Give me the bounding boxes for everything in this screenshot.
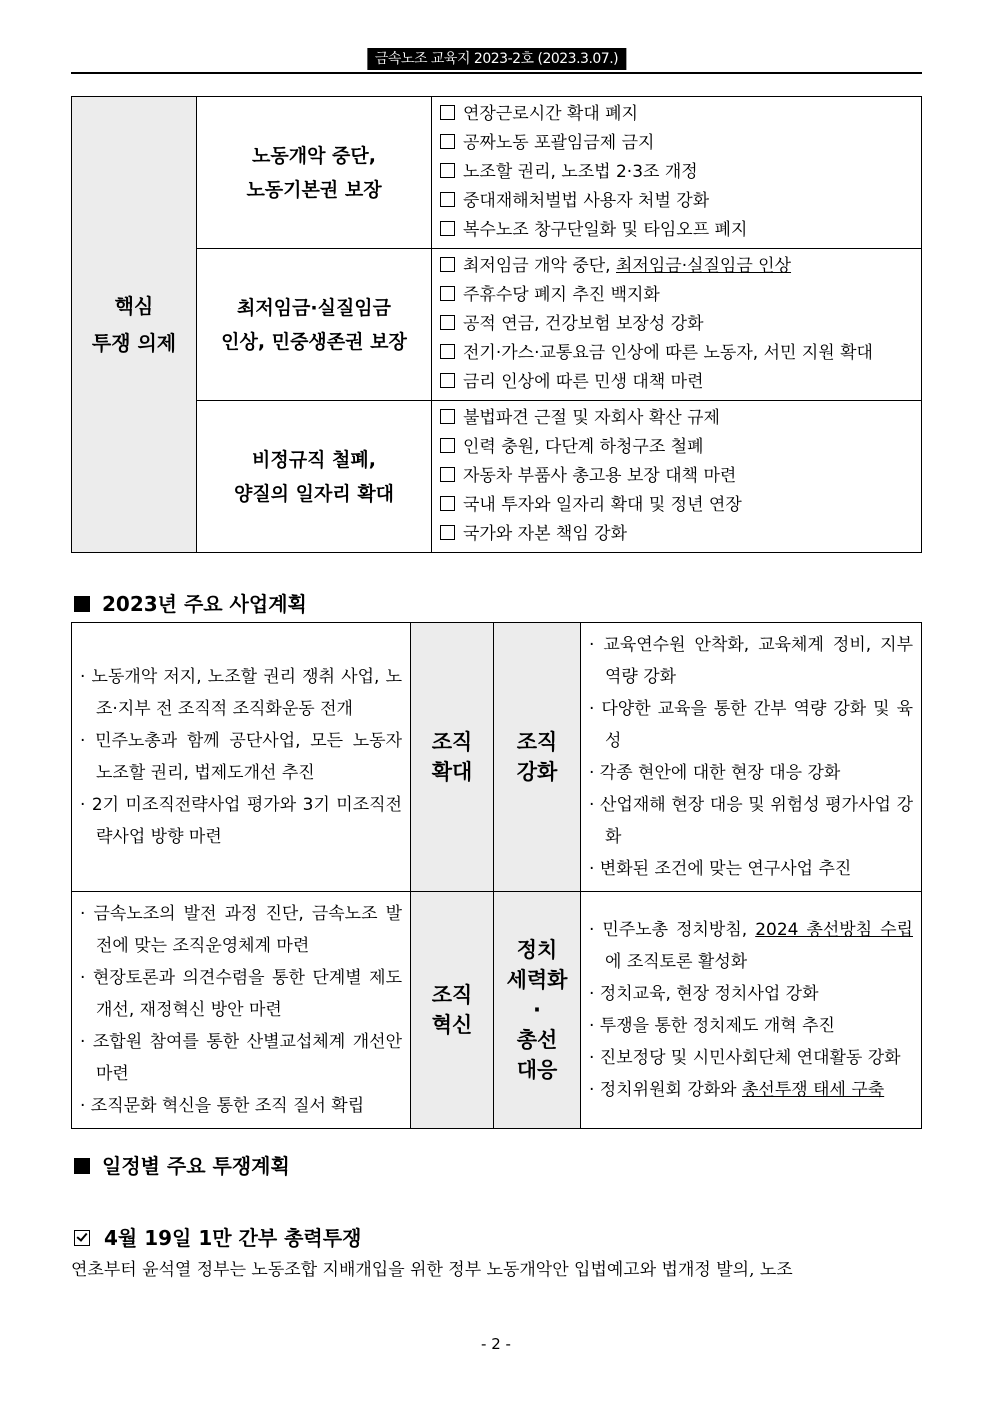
list-item: · 조합원 참여를 통한 산별교섭체계 개선안 마련 <box>80 1032 402 1084</box>
list-item: 불법파견 근절 및 자회사 확산 규제 <box>440 404 913 433</box>
subsection-heading: 4월 19일 1만 간부 총력투쟁 <box>74 1222 361 1251</box>
list-item: · 민주노총과 함께 공단사업, 모든 노동자 노조할 권리, 법제도개선 추진 <box>80 731 402 783</box>
plan-right-items <box>581 892 922 1129</box>
list-item: 중대재해처벌법 사용자 처벌 강화 <box>440 187 913 216</box>
checkbox-icon <box>440 192 455 207</box>
list-item: 금리 인상에 따른 민생 대책 마련 <box>440 368 913 397</box>
business-plan-table <box>71 622 922 1129</box>
list-item: 복수노조 창구단일화 및 타임오프 폐지 <box>440 216 913 245</box>
list-item: · 다양한 교육을 통한 간부 역량 강화 및 육성 <box>589 699 913 751</box>
core-agenda-table <box>71 96 922 553</box>
list-item: · 정치위원회 강화와 총선투쟁 태세 구축 <box>589 1080 885 1100</box>
list-item: · 2기 미조직전략사업 평가와 3기 미조직전략사업 방향 마련 <box>80 795 402 847</box>
agenda-group-title: 노동개악 중단, 노동기본권 보장 <box>197 97 432 249</box>
list-item: 공짜노동 포괄임금제 금지 <box>440 129 913 158</box>
agenda-main-label: 핵심 투쟁 의제 <box>72 97 197 553</box>
square-bullet-icon <box>74 1158 90 1174</box>
list-item: 자동차 부품사 총고용 보장 대책 마련 <box>440 462 913 491</box>
list-item: · 정치교육, 현장 정치사업 강화 <box>589 984 819 1004</box>
plan-category-label: 조직 혁신 <box>411 892 494 1129</box>
header-title: 금속노조 교육지 2023-2호 (2023.3.07.) <box>367 48 626 70</box>
agenda-group-title: 최저임금·실질임금 인상, 민중생존권 보장 <box>197 249 432 401</box>
body-paragraph: 연초부터 윤석열 정부는 노동조합 지배개입을 위한 정부 노동개악안 입법예고와 법개정 발의, 노조 <box>71 1260 793 1280</box>
checkbox-icon <box>440 163 455 178</box>
checkbox-icon <box>440 257 455 272</box>
list-item: · 변화된 조건에 맞는 연구사업 추진 <box>589 859 852 879</box>
list-item: · 각종 현안에 대한 현장 대응 강화 <box>589 763 841 783</box>
checkbox-icon <box>440 105 455 120</box>
page-number: - 2 - <box>481 1335 511 1353</box>
list-item: 최저임금 개악 중단, 최저임금·실질임금 인상 <box>440 252 913 281</box>
list-item: 국가와 자본 책임 강화 <box>440 520 913 549</box>
list-item: 공적 연금, 건강보험 보장성 강화 <box>440 310 913 339</box>
list-item: · 투쟁을 통한 정치제도 개혁 추진 <box>589 1016 835 1036</box>
list-item: 전기·가스·교통요금 인상에 따른 노동자, 서민 지원 확대 <box>440 339 913 368</box>
checkbox-icon <box>440 373 455 388</box>
list-item: · 민주노총 정치방침, 2024 총선방침 수립에 조직토론 활성화 <box>589 920 913 972</box>
checkbox-icon <box>440 286 455 301</box>
checkbox-icon <box>440 344 455 359</box>
agenda-group-title: 비정규직 철폐, 양질의 일자리 확대 <box>197 401 432 553</box>
plan-left-items <box>72 623 411 892</box>
checkbox-icon <box>440 409 455 424</box>
checkbox-icon <box>440 221 455 236</box>
square-bullet-icon <box>74 596 90 612</box>
plan-category-label: 조직 확대 <box>411 623 494 892</box>
list-item: 국내 투자와 일자리 확대 및 정년 연장 <box>440 491 913 520</box>
list-item: · 산업재해 현장 대응 및 위험성 평가사업 강화 <box>589 795 913 847</box>
plan-right-items <box>581 623 922 892</box>
checkbox-icon <box>440 525 455 540</box>
checkbox-icon <box>440 315 455 330</box>
checkbox-icon <box>440 496 455 511</box>
list-item: · 현장토론과 의견수렴을 통한 단계별 제도개선, 재정혁신 방안 마련 <box>80 968 402 1020</box>
agenda-group-items <box>432 249 922 401</box>
list-item: 인력 충원, 다단계 하청구조 철폐 <box>440 433 913 462</box>
agenda-group-items <box>432 401 922 553</box>
list-item: · 진보정당 및 시민사회단체 연대활동 강화 <box>589 1048 901 1068</box>
list-item: · 노동개악 저지, 노조할 권리 쟁취 사업, 노조·지부 전 조직적 조직화운동 전개 <box>80 667 402 719</box>
checkbox-icon <box>440 134 455 149</box>
section-heading-plan: 2023년 주요 사업계획 <box>74 588 307 617</box>
section-heading-schedule: 일정별 주요 투쟁계획 <box>74 1150 290 1179</box>
plan-category-label: 조직 강화 <box>494 623 581 892</box>
list-item: 주휴수당 폐지 추진 백지화 <box>440 281 913 310</box>
page-header <box>71 48 922 74</box>
checkbox-icon <box>440 438 455 453</box>
list-item: 노조할 권리, 노조법 2·3조 개정 <box>440 158 913 187</box>
agenda-group-items <box>432 97 922 249</box>
list-item: 연장근로시간 확대 폐지 <box>440 100 913 129</box>
list-item: · 교육연수원 안착화, 교육체계 정비, 지부 역량 강화 <box>589 635 913 687</box>
list-item: · 조직문화 혁신을 통한 조직 질서 확립 <box>80 1096 365 1116</box>
plan-category-label: 정치 세력화 · 총선 대응 <box>494 892 581 1129</box>
plan-left-items <box>72 892 411 1129</box>
list-item: · 금속노조의 발전 과정 진단, 금속노조 발전에 맞는 조직운영체계 마련 <box>80 904 402 956</box>
checkbox-icon <box>440 467 455 482</box>
checked-box-icon <box>74 1230 90 1246</box>
